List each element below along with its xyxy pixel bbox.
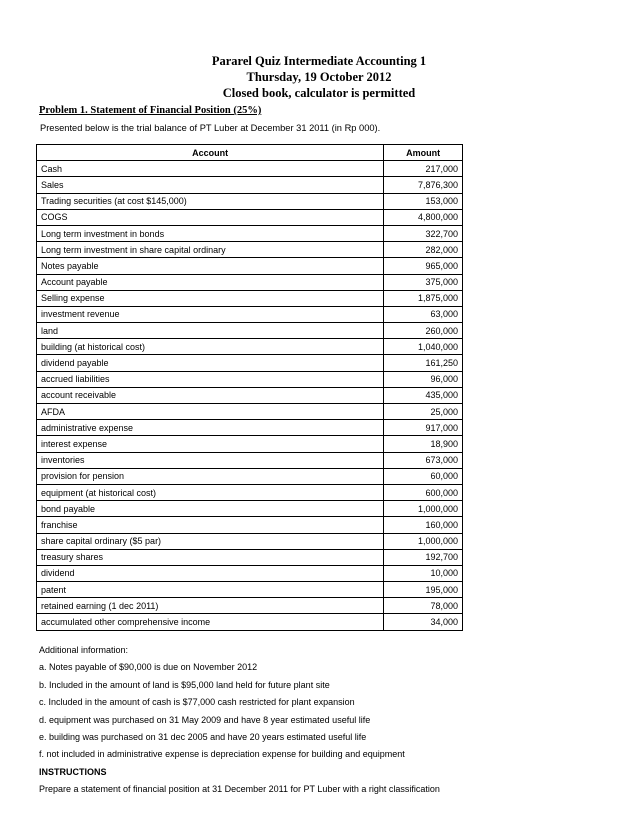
account-name-cell: franchise bbox=[37, 517, 384, 533]
column-header-account: Account bbox=[37, 145, 384, 161]
table-row bbox=[37, 209, 463, 225]
account-name-cell: patent bbox=[37, 582, 384, 598]
table-row bbox=[37, 242, 463, 258]
column-header-amount: Amount bbox=[384, 145, 463, 161]
amount-cell: 1,040,000 bbox=[384, 339, 463, 355]
amount-cell: 34,000 bbox=[384, 614, 463, 630]
table-row bbox=[37, 517, 463, 533]
account-name-cell: dividend payable bbox=[37, 355, 384, 371]
account-name-cell: dividend bbox=[37, 565, 384, 581]
account-name-cell: share capital ordinary ($5 par) bbox=[37, 533, 384, 549]
account-name-cell: Selling expense bbox=[37, 290, 384, 306]
account-name-cell: Trading securities (at cost $145,000) bbox=[37, 193, 384, 209]
table-row bbox=[37, 484, 463, 500]
amount-cell: 160,000 bbox=[384, 517, 463, 533]
list-item: d. equipment was purchased on 31 May 2009 and have 8 year estimated useful life bbox=[39, 714, 371, 725]
list-item: b. Included in the amount of land is $95,000 land held for future plant site bbox=[39, 679, 330, 690]
account-name-cell: administrative expense bbox=[37, 420, 384, 436]
account-name-cell: building (at historical cost) bbox=[37, 339, 384, 355]
additional-information bbox=[39, 642, 440, 799]
table-row bbox=[37, 533, 463, 549]
table-row bbox=[37, 582, 463, 598]
list-item: c. Included in the amount of cash is $77,000 cash restricted for plant expansion bbox=[39, 697, 355, 708]
table-row bbox=[37, 501, 463, 517]
problem-title: Problem 1. Statement of Financial Position (25%) bbox=[39, 105, 262, 116]
account-name-cell: bond payable bbox=[37, 501, 384, 517]
amount-cell: 917,000 bbox=[384, 420, 463, 436]
account-name-cell: account receivable bbox=[37, 387, 384, 403]
amount-cell: 1,000,000 bbox=[384, 501, 463, 517]
trial-balance-table bbox=[36, 144, 463, 631]
amount-cell: 673,000 bbox=[384, 452, 463, 468]
account-name-cell: Sales bbox=[37, 177, 384, 193]
account-name-cell: inventories bbox=[37, 452, 384, 468]
amount-cell: 25,000 bbox=[384, 404, 463, 420]
table-row bbox=[37, 161, 463, 177]
table-row bbox=[37, 274, 463, 290]
table-row bbox=[37, 225, 463, 241]
amount-cell: 965,000 bbox=[384, 258, 463, 274]
notes-title: Additional information: bbox=[39, 645, 129, 655]
account-name-cell: equipment (at historical cost) bbox=[37, 484, 384, 500]
amount-cell: 78,000 bbox=[384, 598, 463, 614]
table-row bbox=[37, 565, 463, 581]
amount-cell: 63,000 bbox=[384, 306, 463, 322]
quiz-header bbox=[0, 53, 638, 101]
table-row bbox=[37, 420, 463, 436]
amount-cell: 60,000 bbox=[384, 468, 463, 484]
account-name-cell: Long term investment in bonds bbox=[37, 225, 384, 241]
amount-cell: 1,000,000 bbox=[384, 533, 463, 549]
amount-cell: 161,250 bbox=[384, 355, 463, 371]
account-name-cell: land bbox=[37, 323, 384, 339]
amount-cell: 153,000 bbox=[384, 193, 463, 209]
instructions-text: Prepare a statement of financial position at 31 December 2011 for PT Luber with a right classification bbox=[39, 784, 440, 795]
table-row bbox=[37, 387, 463, 403]
amount-cell: 600,000 bbox=[384, 484, 463, 500]
instructions-title: INSTRUCTIONS bbox=[39, 766, 107, 777]
quiz-rules: Closed book, calculator is permitted bbox=[222, 86, 416, 100]
table-row bbox=[37, 193, 463, 209]
amount-cell: 1,875,000 bbox=[384, 290, 463, 306]
account-name-cell: Account payable bbox=[37, 274, 384, 290]
amount-cell: 375,000 bbox=[384, 274, 463, 290]
account-name-cell: accumulated other comprehensive income bbox=[37, 614, 384, 630]
quiz-title: Pararel Quiz Intermediate Accounting 1 bbox=[211, 54, 427, 68]
amount-cell: 10,000 bbox=[384, 565, 463, 581]
amount-cell: 435,000 bbox=[384, 387, 463, 403]
amount-cell: 260,000 bbox=[384, 323, 463, 339]
table-row bbox=[37, 436, 463, 452]
account-name-cell: Long term investment in share capital ordinary bbox=[37, 242, 384, 258]
table-row bbox=[37, 339, 463, 355]
list-item: f. not included in administrative expense is depreciation expense for building and equipment bbox=[39, 749, 405, 760]
problem-intro: Presented below is the trial balance of PT Luber at December 31 2011 (in Rp 000). bbox=[40, 123, 381, 133]
account-name-cell: treasury shares bbox=[37, 549, 384, 565]
table-row bbox=[37, 549, 463, 565]
amount-cell: 282,000 bbox=[384, 242, 463, 258]
amount-cell: 4,800,000 bbox=[384, 209, 463, 225]
table-row bbox=[37, 371, 463, 387]
table-row bbox=[37, 598, 463, 614]
amount-cell: 96,000 bbox=[384, 371, 463, 387]
table-row bbox=[37, 290, 463, 306]
table-row bbox=[37, 355, 463, 371]
table-row bbox=[37, 177, 463, 193]
notes-list bbox=[39, 659, 440, 763]
table-row bbox=[37, 452, 463, 468]
account-name-cell: accrued liabilities bbox=[37, 371, 384, 387]
amount-cell: 195,000 bbox=[384, 582, 463, 598]
table-row bbox=[37, 323, 463, 339]
table-body bbox=[37, 161, 463, 630]
amount-cell: 18,900 bbox=[384, 436, 463, 452]
table-row bbox=[37, 306, 463, 322]
account-name-cell: provision for pension bbox=[37, 468, 384, 484]
list-item: e. building was purchased on 31 dec 2005 and have 20 years estimated useful life bbox=[39, 732, 367, 743]
amount-cell: 322,700 bbox=[384, 225, 463, 241]
account-name-cell: Notes payable bbox=[37, 258, 384, 274]
table-row bbox=[37, 614, 463, 630]
account-name-cell: retained earning (1 dec 2011) bbox=[37, 598, 384, 614]
table-row bbox=[37, 404, 463, 420]
account-name-cell: investment revenue bbox=[37, 306, 384, 322]
amount-cell: 217,000 bbox=[384, 161, 463, 177]
amount-cell: 192,700 bbox=[384, 549, 463, 565]
table-header-row bbox=[37, 145, 463, 161]
table-row bbox=[37, 258, 463, 274]
quiz-date: Thursday, 19 October 2012 bbox=[246, 70, 392, 84]
amount-cell: 7,876,300 bbox=[384, 177, 463, 193]
account-name-cell: COGS bbox=[37, 209, 384, 225]
account-name-cell: AFDA bbox=[37, 404, 384, 420]
account-name-cell: Cash bbox=[37, 161, 384, 177]
table-row bbox=[37, 468, 463, 484]
account-name-cell: interest expense bbox=[37, 436, 384, 452]
list-item: a. Notes payable of $90,000 is due on November 2012 bbox=[39, 662, 258, 673]
